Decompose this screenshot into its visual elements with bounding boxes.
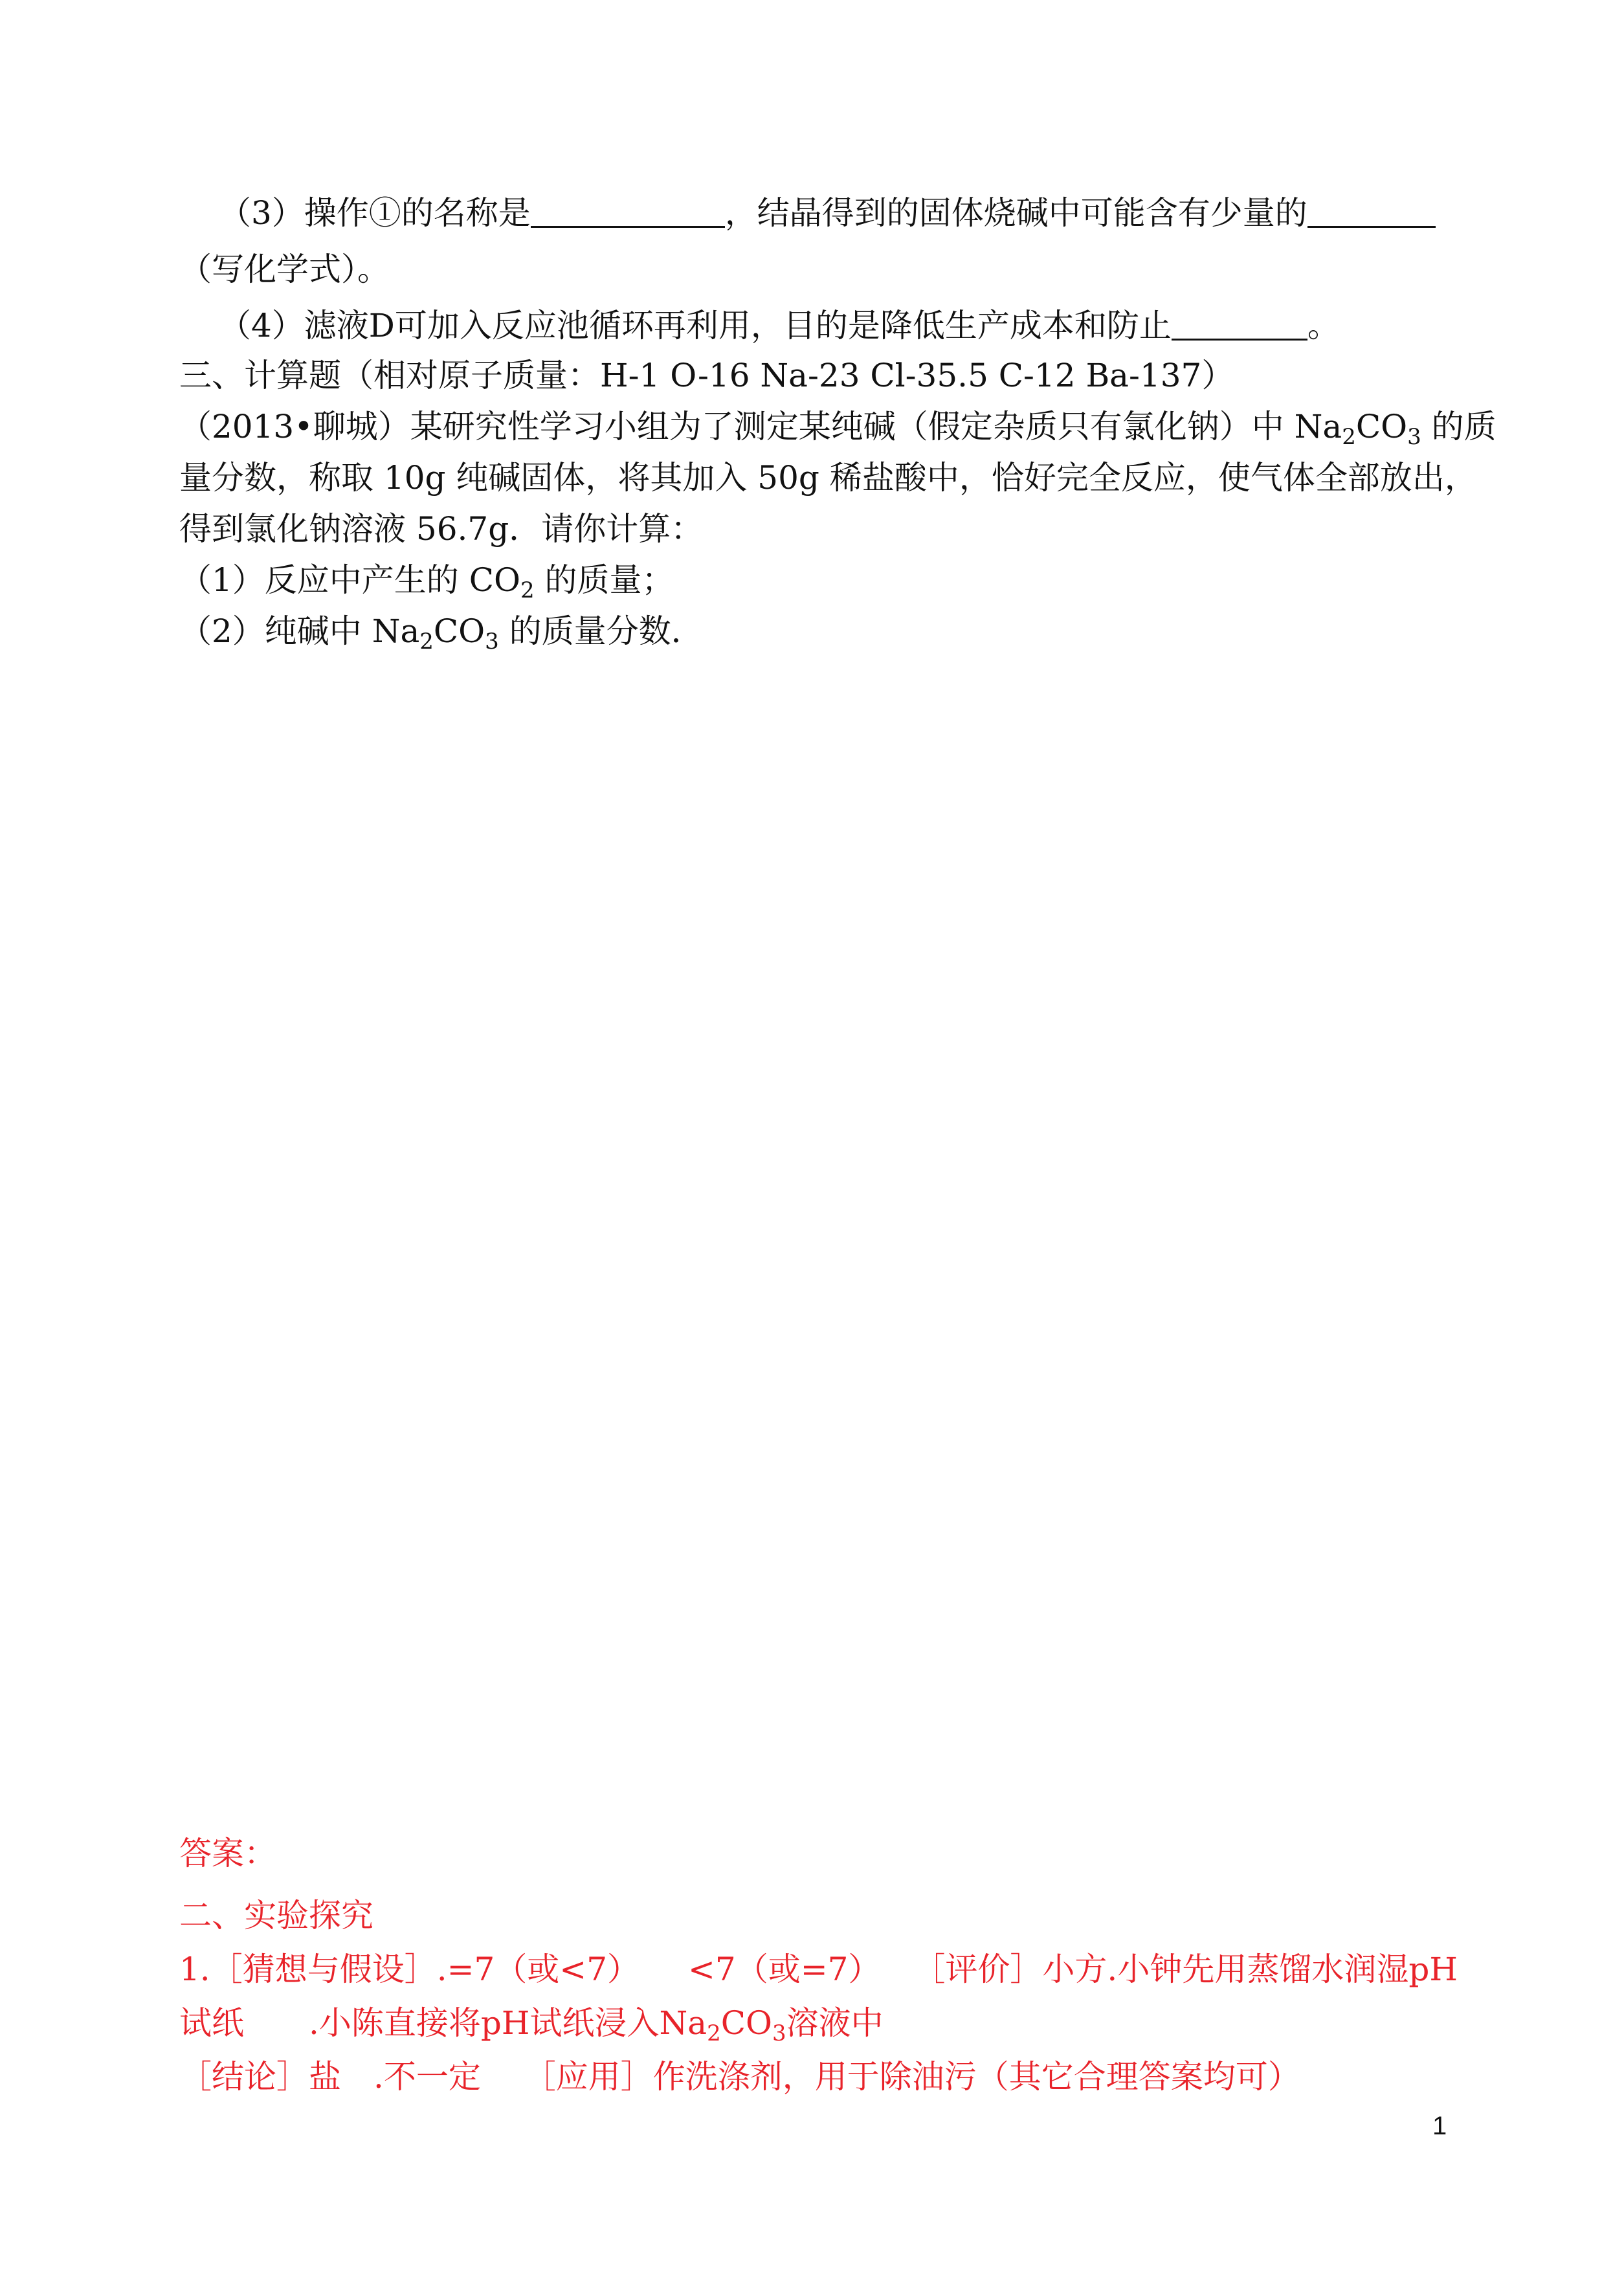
problem-line-2: 量分数，称取 10g 纯碱固体，将其加入 50g 稀盐酸中，恰好完全反应，使气体全部放出， (179, 459, 1477, 497)
question-3-line-1 (219, 194, 1436, 232)
answers-section: 二、实验探究 (179, 1897, 373, 1934)
question-4-text-b: 。 (1307, 307, 1340, 344)
section-3-title: 三、计算题（相对原子质量：H-1 O-16 Na-23 Cl-35.5 C-12 Ba-137） (179, 357, 1234, 394)
question-3-text-a: （3）操作①的名称是 (219, 194, 531, 232)
answers-line-2: 试纸 .小陈直接将pH试纸浸入$Na_2CO_3$溶液中 (179, 2004, 884, 2046)
problem-question-1: （1）反应中产生的 $CO_2$ 的质量； (179, 561, 674, 603)
answers-heading: 答案： (179, 1835, 276, 1872)
page-number: 1 (1432, 2112, 1447, 2140)
answer-blank (531, 200, 725, 228)
answers-line-1: 1.［猜想与假设］.=7（或<7） <7（或=7） ［评价］小方.小钟先用蒸馏水润湿pH (179, 1951, 1458, 1988)
question-3-text-b: ，结晶得到的固体烧碱中可能含有少量的 (724, 194, 1307, 232)
answer-blank (1172, 313, 1307, 341)
question-3-line-2 (179, 251, 390, 288)
answers-line-3: ［结论］盐 .不一定 ［应用］作洗涤剂，用于除油污（其它合理答案均可） (179, 2058, 1300, 2096)
problem-line-1: （2013•聊城）某研究性学习小组为了测定某纯碱（假定杂质只有氯化钠）中 $Na_2CO_3$ 的质 (179, 408, 1496, 450)
answer-blank (1307, 200, 1436, 228)
question-4-text-a: （4）滤液D可加入反应池循环再利用，目的是降低生产成本和防止 (219, 307, 1172, 344)
question-3-text-c: （写化学式）。 (179, 251, 390, 288)
problem-line-3: 得到氯化钠溶液 56.7g．请你计算： (179, 510, 704, 548)
question-4-line (219, 309, 1340, 342)
problem-question-2: （2）纯碱中 $Na_2CO_3$ 的质量分数． (179, 612, 704, 654)
